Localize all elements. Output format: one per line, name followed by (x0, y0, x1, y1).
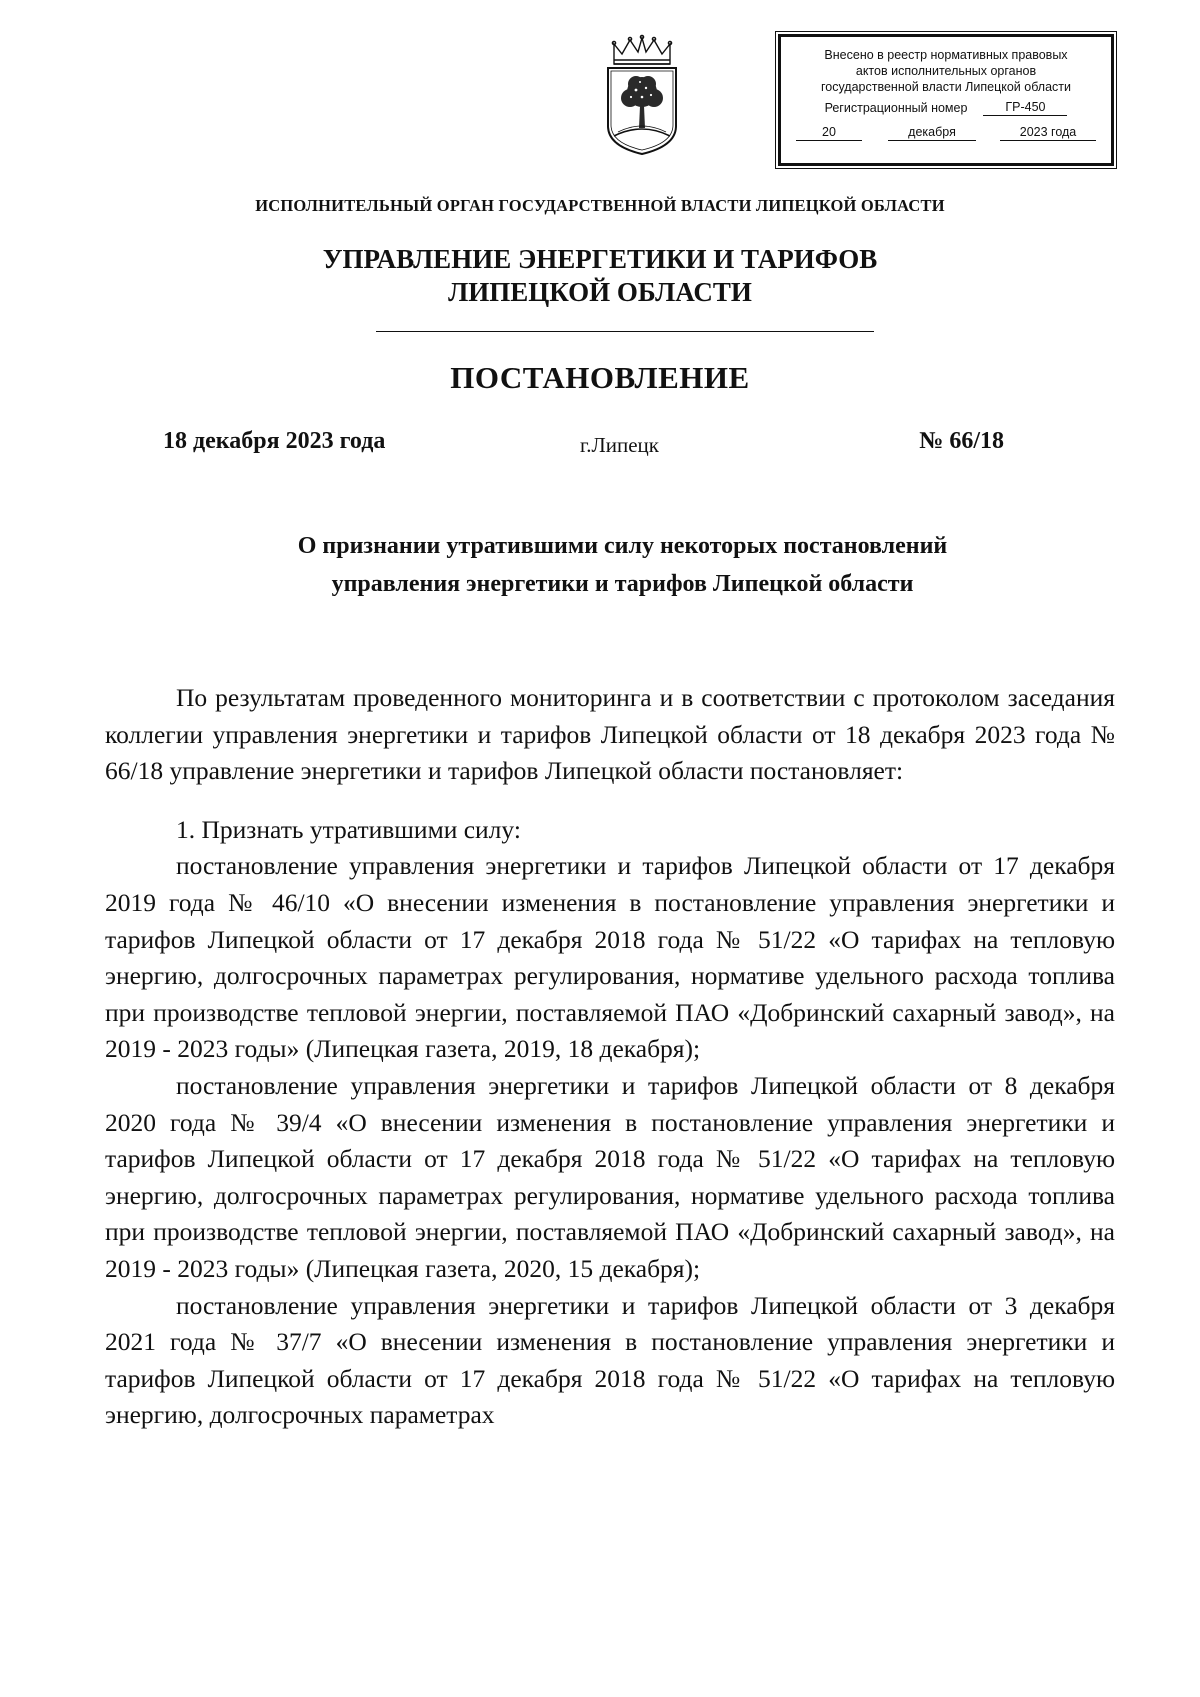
document-type: ПОСТАНОВЛЕНИЕ (450, 360, 750, 395)
document-title (0, 527, 1200, 603)
stamp-year: 2023 года (1000, 124, 1096, 141)
document-city: г.Липецк (580, 433, 659, 457)
item-1-heading: 1. Признать утратившими силу: (176, 814, 521, 844)
stamp-line-1: Внесено в реестр нормативных правовых (824, 48, 1068, 62)
document-date: 18 декабря 2023 года (163, 428, 386, 454)
department-name (0, 243, 1200, 309)
department-name-line-1: УПРАВЛЕНИЕ ЭНЕРГЕТИКИ И ТАРИФОВ (322, 244, 878, 274)
repealed-act-2: постановление управления энергетики и тарифов Липецкой области от 8 декабря 2020 года № 39/4 «О внесении изменения в постановление управления энергетики и тарифов Липецкой области от 17 декабря 2018 года № 51/22 «О тарифах на тепловую энергию, долгосрочных параметрах регулирования, нормативе удельного расхода топлива при производстве тепловой энергии, поставляемой ПАО «Добринский сахарный завод», на 2019 - 2023 годы» (Липецкая газета, 2020, 15 декабря); (105, 1070, 1115, 1283)
document-title-line-2: управления энергетики и тарифов Липецкой области (331, 571, 914, 597)
department-name-line-2: ЛИПЕЦКОЙ ОБЛАСТИ (448, 277, 752, 307)
stamp-registration-row (781, 99, 1111, 116)
coat-of-arms-icon (600, 34, 684, 158)
stamp-day: 20 (796, 124, 862, 141)
stamp-reg-number: ГР-450 (983, 99, 1067, 116)
header-divider (376, 331, 874, 332)
stamp-date-row (781, 124, 1111, 141)
document-number: № 66/18 (919, 428, 1004, 454)
document-title-line-1: О признании утратившими силу некоторых постановлений (297, 533, 948, 559)
repealed-act-3: постановление управления энергетики и тарифов Липецкой области от 3 декабря 2021 года № 37/7 «О внесении изменения в постановление управления энергетики и тарифов Липецкой области от 17 декабря 2018 года № 51/22 «О тарифах на тепловую энергию, долгосрочных параметрах (105, 1290, 1115, 1430)
stamp-line-2: актов исполнительных органов (855, 64, 1037, 78)
stamp-month: декабря (888, 124, 976, 141)
stamp-reg-label: Регистрационный номер (824, 101, 968, 115)
repealed-act-1: постановление управления энергетики и тарифов Липецкой области от 17 декабря 2019 года № 46/10 «О внесении изменения в постановление управления энергетики и тарифов Липецкой области от 17 декабря 2018 года № 51/22 «О тарифах на тепловую энергию, долгосрочных параметрах регулирования, нормативе удельного расхода топлива при производстве тепловой энергии, поставляемой ПАО «Добринский сахарный завод», на 2019 - 2023 годы» (Липецкая газета, 2019, 18 декабря); (105, 851, 1115, 1064)
preamble-paragraph: По результатам проведенного мониторинга и в соответствии с протоколом заседания коллегии управления энергетики и тарифов Липецкой области от 18 декабря 2023 года № 66/18 управление энергетики и тарифов Липецкой области постановляет: (105, 683, 1115, 786)
registry-stamp (778, 34, 1114, 166)
issuing-authority: ИСПОЛНИТЕЛЬНЫЙ ОРГАН ГОСУДАРСТВЕННОЙ ВЛАСТИ ЛИПЕЦКОЙ ОБЛАСТИ (255, 196, 945, 215)
document-body (105, 680, 1115, 1434)
stamp-line-3: государственной власти Липецкой области (820, 80, 1072, 94)
